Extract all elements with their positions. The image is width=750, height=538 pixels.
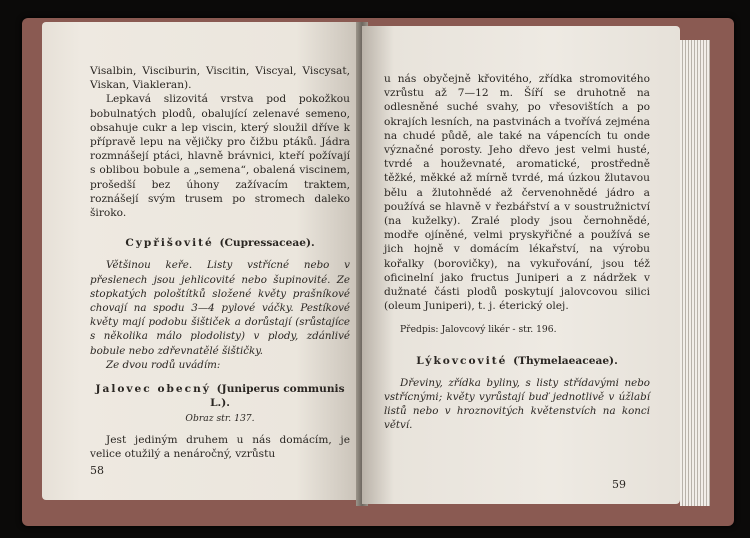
family-description: Dřeviny, zřídka byliny, s listy střídavými nebo vstřícnými; květy vyrůstají buď jednotlivě v úžlabí listů nebo v hroznovitých květenstvích na konci větví. (384, 376, 650, 432)
family-name: Lýkovcovité (416, 354, 508, 367)
family-latin: (Thymelaeaceae). (513, 354, 618, 367)
figure-reference: Obraz str. 137. (185, 413, 255, 425)
left-page (42, 22, 360, 500)
page-edges (680, 40, 710, 506)
species-name: Jalovec obecný (95, 383, 211, 396)
family-name: Cypřišovité (125, 237, 214, 250)
paragraph: Lepkavá slizovitá vrstva pod pokožkou bobulnatých plodů, obalující zelenavé semeno, obsahuje cukr a lep viscin, který sloužil dříve k přípravě lepu na věj​ičky pro čižbu ptáků. Jádra rozmnášejí ptáci, hlavně brávnici, kteří požívají s oblibou bobule a „semena“, obalená viscinem, prošedší bez úhony zažívacím traktem, roznášejí svým trusem po stromech daleko široko. (90, 93, 350, 220)
species-latin: (Juniperus communis L.). (210, 383, 345, 410)
paragraph: Jest jediným druhem u nás domácím, je velice otužilý a nenáročný, vzrůstu (90, 433, 350, 460)
family-heading (90, 236, 350, 250)
genera-intro: Ze dvou rodů uvádím: (106, 358, 221, 371)
family-latin: (Cupressaceae). (219, 237, 315, 250)
page-number: 59 (612, 478, 626, 491)
recipe-note: Předpis: Jalovcový likér - str. 196. (400, 324, 557, 336)
page-number: 58 (90, 464, 104, 477)
species-heading (90, 382, 350, 410)
paragraph: u nás obyčejně křovitého, zřídka stromovitého vzrůstu až 7—12 m. Šíří se druhotně na odlesněné suché svahy, po vřesovištích a po okrajích lesních, na pastvinách a tvořívá zejména na chudé půdě, ale také na vápencích tu onde význačné porosty. Jeho dřevo jest velmi husté, tvrdé a houževnaté, aromatické, prostředně těžké, měkké až mírně tvrdé, má úzkou žlutavou bělu a žlutohnědé až červenohnědé jádro a používá se hlavně v řezbářství a v soustružnictví (na kuželky). Zralé plody jsou černohnědé, modře ojíněné, velmi pryskyřičné a používá se jich hojně v domácím lékařství, na výrobu kořalky (borovičky), na vykuřování, jsou též oficinelní jako fructus Juniperi a z nádržek v dužnaté části plodů poskytují jalovcovou silici (oleum Juniperi), t. j. éterický olej. (384, 73, 650, 313)
family-heading (384, 354, 650, 368)
right-text-column (384, 72, 650, 433)
right-page (362, 26, 680, 504)
intro-text: Visalbin, Visciburin, Viscitin, Viscyal, Viscysat, Viskan, Viakleran). (90, 65, 350, 92)
left-text-column (90, 64, 350, 461)
family-description: Většinou keře. Listy vstřícné nebo v přeslenech jsou jehlicovité nebo šupinovité. Ze stopkatých pološtítků složené květy prašníkové chovají na spodu 3—4 pylové váčky. Pestíkové květy mají podobu šištiček a dorůstají (srůstajíce s několika málo plodolisty) v plody, zdánlivé bobule nebo zdřevnatělé šištičky. (90, 259, 350, 357)
